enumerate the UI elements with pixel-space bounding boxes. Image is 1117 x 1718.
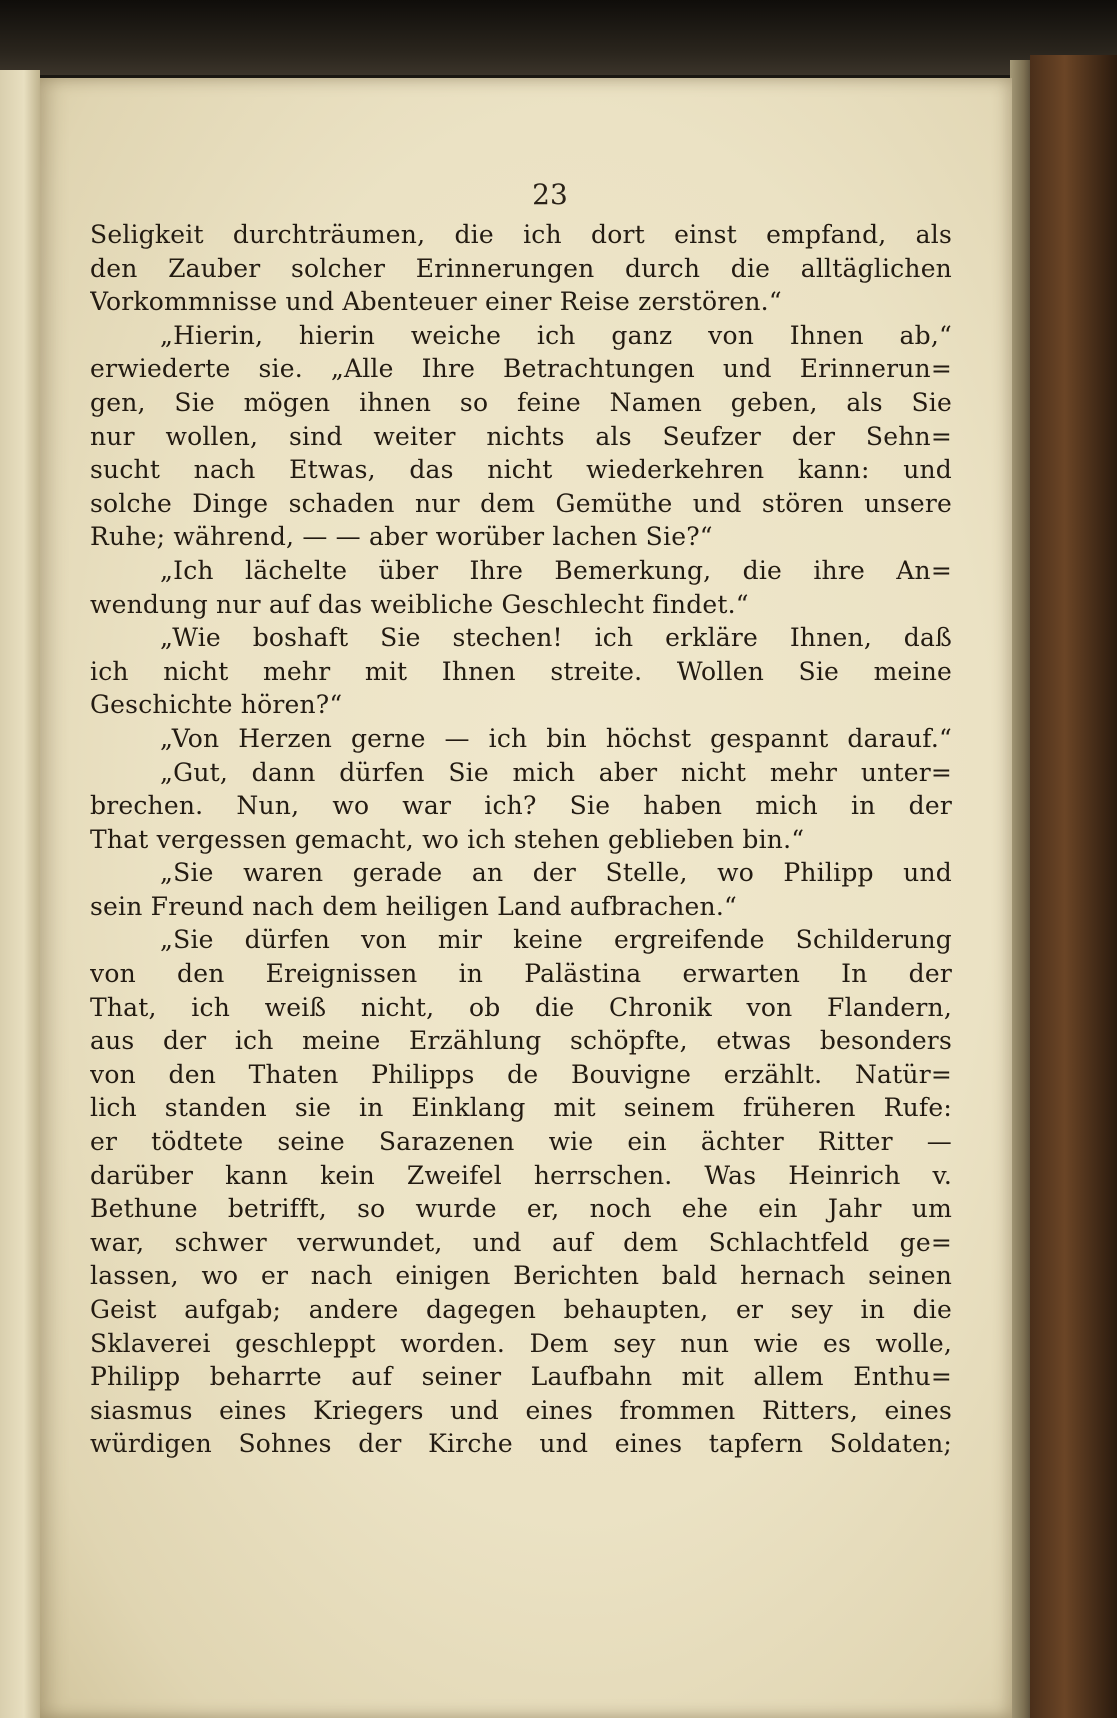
page-text bbox=[90, 218, 952, 1461]
text-line: erwiederte sie. „Alle Ihre Betrachtungen und Erinnerun= bbox=[90, 354, 952, 384]
text-line: lassen, wo er nach einigen Berichten bald hernach seinen bbox=[90, 1261, 952, 1291]
scan-background-top bbox=[0, 0, 1117, 75]
text-line: würdigen Sohnes der Kirche und eines tapfern Soldaten; bbox=[90, 1429, 952, 1459]
text-line: That vergessen gemacht, wo ich stehen geblieben bin.“ bbox=[90, 824, 805, 854]
book-cover-board bbox=[1030, 55, 1117, 1718]
text-line: siasmus eines Kriegers und eines frommen Ritters, eines bbox=[90, 1395, 952, 1425]
text-line: lich standen sie in Einklang mit seinem früheren Rufe: bbox=[90, 1093, 952, 1123]
text-line: Seligkeit durchträumen, die ich dort einst empfand, als bbox=[90, 220, 952, 249]
text-line: Ruhe; während, — — aber worüber lachen Sie?“ bbox=[90, 522, 713, 552]
text-line: den Zauber solcher Erinnerungen durch die alltäglichen bbox=[90, 253, 952, 283]
text-line: von den Ereignissen in Palästina erwarten In der bbox=[90, 959, 952, 989]
text-line: nur wollen, sind weiter nichts als Seufzer der Sehn= bbox=[90, 421, 952, 451]
text-line: „Hierin, hierin weiche ich ganz von Ihnen ab,“ bbox=[160, 320, 952, 350]
text-line: „Ich lächelte über Ihre Bemerkung, die ihre An= bbox=[160, 555, 952, 585]
text-line: „Gut, dann dürfen Sie mich aber nicht mehr unter= bbox=[160, 757, 952, 787]
text-line: Vorkommnisse und Abenteuer einer Reise zerstören.“ bbox=[90, 287, 782, 317]
text-line: „Sie waren gerade an der Stelle, wo Philipp und bbox=[160, 858, 952, 888]
text-line: Bethune betrifft, so wurde er, noch ehe ein Jahr um bbox=[90, 1194, 952, 1224]
page-number: 23 bbox=[532, 178, 568, 211]
text-line: aus der ich meine Erzählung schöpfte, etwas besonders bbox=[90, 1026, 952, 1056]
text-line: wendung nur auf das weibliche Geschlecht findet.“ bbox=[90, 589, 749, 619]
book-spine bbox=[0, 70, 40, 1718]
text-line: Geist aufgab; andere dagegen behaupten, er sey in die bbox=[90, 1295, 952, 1324]
text-line: er tödtete seine Sarazenen wie ein ächter Ritter — bbox=[90, 1127, 952, 1157]
text-line: Sklaverei geschleppt worden. Dem sey nun wie es wolle, bbox=[90, 1328, 952, 1358]
text-line: „Wie boshaft Sie stechen! ich erkläre Ihnen, daß bbox=[160, 623, 952, 653]
text-line: brechen. Nun, wo war ich? Sie haben mich in der bbox=[90, 791, 952, 821]
text-line: von den Thaten Philipps de Bouvigne erzählt. Natür= bbox=[90, 1059, 952, 1089]
text-line: sucht nach Etwas, das nicht wiederkehren kann: und bbox=[90, 455, 952, 485]
text-line: war, schwer verwundet, und auf dem Schlachtfeld ge= bbox=[90, 1227, 952, 1257]
text-line: That, ich weiß nicht, ob die Chronik von Flandern, bbox=[90, 992, 952, 1022]
text-line: „Von Herzen gerne — ich bin höchst gespannt darauf.“ bbox=[160, 723, 952, 753]
text-line: Philipp beharrte auf seiner Laufbahn mit allem Enthu= bbox=[90, 1362, 952, 1392]
text-line: Geschichte hören?“ bbox=[90, 690, 343, 720]
book-page bbox=[40, 78, 1012, 1718]
text-line: darüber kann kein Zweifel herrschen. Was Heinrich v. bbox=[90, 1160, 952, 1190]
text-line: gen, Sie mögen ihnen so feine Namen geben, als Sie bbox=[90, 387, 952, 417]
text-line: ich nicht mehr mit Ihnen streite. Wollen Sie meine bbox=[90, 656, 952, 686]
text-line: solche Dinge schaden nur dem Gemüthe und stören unsere bbox=[90, 488, 952, 518]
text-line: sein Freund nach dem heiligen Land aufbrachen.“ bbox=[90, 891, 737, 921]
text-line: „Sie dürfen von mir keine ergreifende Schilderung bbox=[160, 925, 952, 955]
